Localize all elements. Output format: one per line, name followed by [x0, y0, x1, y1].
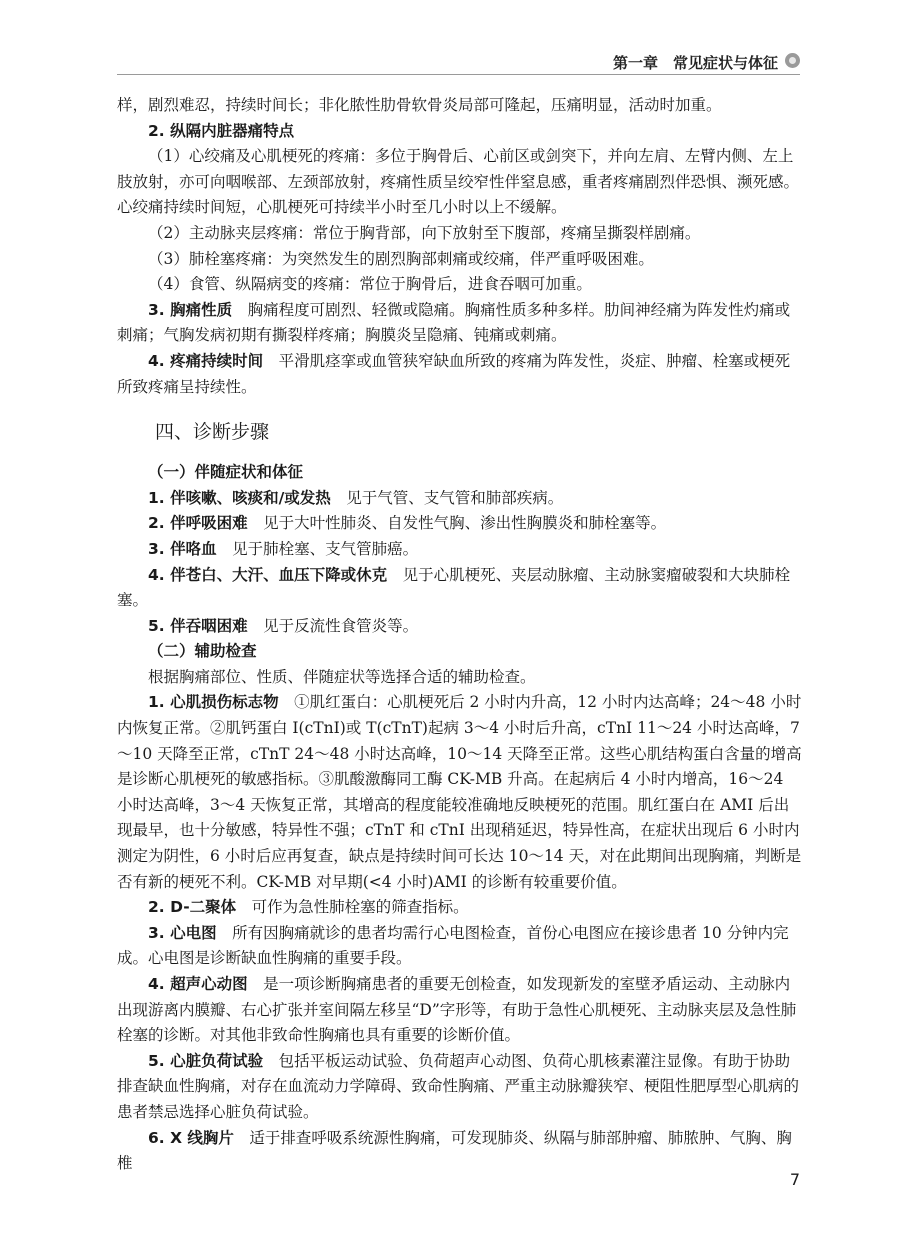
exam-item — [117, 1126, 803, 1177]
exam-item-text: 是一项诊断胸痛患者的重要无创检查，如发现新发的室壁矛盾运动、主动脉内出现游离内膜瓣、右心扩张并室间隔左移呈“D”字形等，有助于急性心肌梗死、主动脉夹层及急性肺栓塞的诊断。对其他非致命性胸痛也具有重要的诊断价值。 — [117, 975, 797, 1045]
exam-item-title: 2. D-二聚体 — [148, 898, 237, 917]
section-3-paragraph — [117, 298, 803, 349]
page-number: 7 — [789, 1170, 800, 1189]
exam-item-text: ①肌红蛋白：心肌梗死后 2 小时内升高，12 小时内达高峰；24～48 小时内恢复正常。②肌钙蛋白 I(cTnI)或 T(cTnT)起病 3～4 小时后升高，cTnI 11～24 小时达高峰，7～10 天降至正常，cTnT 24～48 小时达高峰，10～14 天降至正常。这些心肌结构蛋白含量的增高是诊断心肌梗死的敏感指标。③肌酸激酶同工酶 CK-MB 升高。在起病后 4 小时内增高，16～24 小时达高峰，3～4 天恢复正常，其增高的程度能较准确地反映梗死的范围。肌红蛋白在 AMI 后出现最早，也十分敏感，特异性不强；cTnT 和 cTnI 出现稍延迟，特异性高，在症状出现后 6 小时内测定为阴性，6 小时后应再复查，缺点是持续时间可长达 10～14 天，对在此期间出现胸痛，判断是否有新的梗死不利。CK-MB 对早期(<4 小时)AMI 的诊断有较重要价值。 — [117, 693, 802, 891]
exam-item-text: 所有因胸痛就诊的患者均需行心电图检查，首份心电图应在接诊患者 10 分钟内完成。心电图是诊断缺血性胸痛的重要手段。 — [117, 923, 789, 968]
exam-item-text: 可作为急性肺栓塞的筛查指标。 — [251, 898, 469, 917]
symptom-item — [117, 537, 803, 563]
exam-item-text: 包括平板运动试验、负荷超声心动图、负荷心肌核素灌注显像。有助于协助排查缺血性胸痛，对存在血流动力学障碍、致命性胸痛、严重主动脉瓣狭窄、梗阻性肥厚型心肌病的患者禁忌选择心脏负荷试验。 — [117, 1051, 800, 1121]
section-2-item: （4）食管、纵隔病变的疼痛：常位于胸骨后，进食吞咽可加重。 — [148, 275, 592, 294]
exam-item-text: 适于排查呼吸系统源性胸痛，可发现肺炎、纵隔与肺部肿瘤、肺脓肿、气胸、胸椎 — [117, 1128, 792, 1173]
exam-item — [117, 921, 803, 972]
symptom-item — [117, 511, 803, 537]
symptom-item — [117, 486, 803, 512]
exam-item-title: 5. 心脏负荷试验 — [148, 1051, 264, 1070]
symptom-item-text: 见于心肌梗死、夹层动脉瘤、主动脉窦瘤破裂和大块肺栓塞。 — [117, 565, 791, 610]
symptom-item-text: 见于反流性食管炎等。 — [263, 616, 419, 635]
section-2-item: （2）主动脉夹层疼痛：常位于胸背部，向下放射至下腹部，疼痛呈撕裂样剧痛。 — [148, 223, 701, 242]
section-2-item: （3）肺栓塞疼痛：为突然发生的剧烈胸部刺痛或绞痛，伴严重呼吸困难。 — [148, 249, 654, 268]
exam-item-title: 4. 超声心动图 — [148, 975, 248, 993]
exam-item-title: 3. 心电图 — [148, 923, 217, 942]
chapter-badge-icon — [785, 53, 800, 68]
symptom-item-text: 见于气管、支气管和肺部疾病。 — [346, 488, 564, 507]
running-header — [117, 52, 800, 75]
exam-item — [117, 690, 803, 895]
section-heading: 四、诊断步骤 — [155, 421, 270, 444]
section-4-paragraph — [117, 349, 803, 400]
section-4-title: 4. 疼痛持续时间 — [148, 351, 264, 370]
symptom-item — [117, 563, 803, 614]
section-3-title: 3. 胸痛性质 — [148, 300, 233, 319]
symptom-item-title: 5. 伴吞咽困难 — [148, 616, 248, 635]
exam-item — [117, 1049, 803, 1126]
symptom-item-text: 见于肺栓塞、支气管肺癌。 — [232, 539, 419, 558]
page-content — [117, 93, 803, 1177]
subsection-2-intro: 根据胸痛部位、性质、伴随症状等选择合适的辅助检查。 — [148, 667, 536, 686]
symptom-item — [117, 614, 803, 640]
exam-item-title: 1. 心肌损伤标志物 — [148, 693, 279, 712]
symptom-item-title: 4. 伴苍白、大汗、血压下降或休克 — [148, 565, 388, 584]
symptom-item-text: 见于大叶性肺炎、自发性气胸、渗出性胸膜炎和肺栓塞等。 — [263, 514, 667, 533]
exam-item — [117, 972, 803, 1049]
subsection-1-title: （一）伴随症状和体征 — [148, 463, 304, 482]
symptom-item-title: 3. 伴咯血 — [148, 539, 217, 558]
symptom-item-title: 1. 伴咳嗽、咳痰和/或发热 — [148, 488, 331, 507]
continued-paragraph: 样，剧烈难忍，持续时间长；非化脓性肋骨软骨炎局部可隆起，压痛明显，活动时加重。 — [117, 96, 722, 114]
exam-item — [117, 895, 803, 921]
section-2-item: （1）心绞痛及心肌梗死的疼痛：多位于胸骨后、心前区或剑突下，并向左肩、左臂内侧、左上肢放射，亦可向咽喉部、左颈部放射，疼痛性质呈绞窄性伴窒息感，重者疼痛剧烈伴恐惧、濒死感。心绞痛持续时间短，心肌梗死可持续半小时至几小时以上不缓解。 — [117, 147, 800, 217]
exam-item-title: 6. X 线胸片 — [148, 1128, 234, 1147]
symptom-item-title: 2. 伴呼吸困难 — [148, 514, 248, 533]
section-4-text: 平滑肌痉挛或血管狭窄缺血所致的疼痛为阵发性，炎症、肿瘤、栓塞或梗死所致疼痛呈持续性。 — [117, 351, 791, 396]
subsection-2-title: （二）辅助检查 — [148, 642, 257, 661]
section-3-text: 胸痛程度可剧烈、轻微或隐痛。胸痛性质多种多样。肋间神经痛为阵发性灼痛或刺痛；气胸发病初期有撕裂样疼痛；胸膜炎呈隐痛、钝痛或刺痛。 — [117, 300, 791, 345]
section-2-title: 2. 纵隔内脏器痛特点 — [148, 121, 295, 140]
chapter-title: 第一章 常见症状与体征 — [612, 54, 778, 72]
